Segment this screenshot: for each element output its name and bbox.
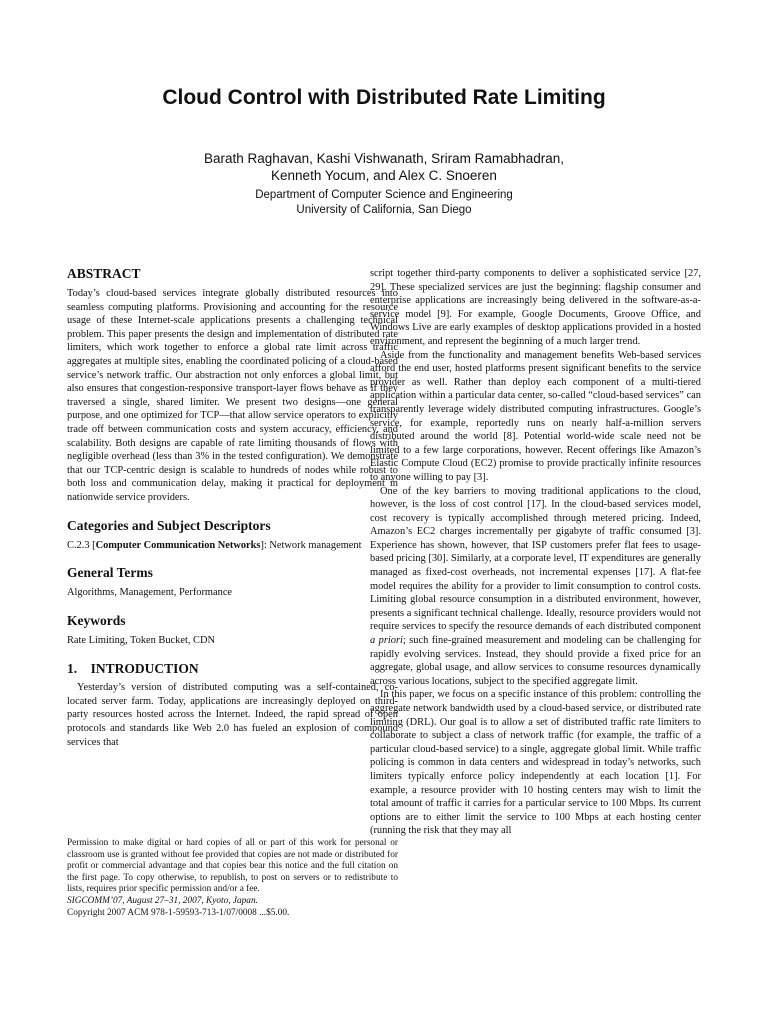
author-list	[0, 150, 768, 184]
copyright-line: Copyright 2007 ACM 978-1-59593-713-1/07/0008 ...$5.00.	[67, 907, 290, 918]
body-paragraph-1: script together third-party components to deliver a sophisticated service [27, 29]. These specialized services are just the beginning: flagship consumer and enterprise applications are increasingly being delivered in the software-as-a-service model [9]. For example, Google Documents, Groove Office, and Windows Live are early examples of desktop applications provided in a hosted environment, and represent the beginning of a much larger trend.	[370, 268, 701, 347]
abstract-text: Today’s cloud-based services integrate globally distributed resources into seamless computing platforms. Provisioning and accounting for the resource usage of these Internet-scale applications presents a challenging technical problem. This paper presents the design and implementation of distributed rate limiters, which work together to enforce a global rate limit across traffic aggregates at multiple sites, enabling the coordinated policing of a cloud-based service’s network traffic. Our abstraction not only enforces a global limit, but also ensures that congestion-responsive transport-layer flows behave as if they traversed a single, shared limiter. We present two designs—one general purpose, and one optimized for TCP—that allow service operators to explicitly trade off between communication costs and system accuracy, efficiency, and scalability. Both designs are capable of rate limiting thousands of flows with negligible overhead (less than 3% in the tested configuration). We demonstrate that our TCP-centric design is scalable to hundreds of nodes while robust to both loss and communication delay, making it practical for deployment in nationwide service providers.	[67, 288, 398, 503]
affiliation-line-1: Department of Computer Science and Engineering	[255, 189, 513, 201]
affiliation	[0, 188, 768, 218]
general-terms-text: Algorithms, Management, Performance	[67, 587, 233, 599]
permission-block	[67, 838, 398, 919]
categories-text	[67, 539, 398, 553]
permission-text: Permission to make digital or hard copies of all or part of this work for personal or classroom use is granted without fee provided that copies are not made or distributed for profit or commercial advantage and that copies bear this notice and the full citation on the first page. To copy otherwise, to republish, to post on servers or to redistribute to lists, requires prior specific permission and/or a fee.	[67, 838, 398, 895]
right-column	[370, 267, 701, 838]
general-terms-heading: General Terms	[67, 565, 153, 581]
categories-heading: Categories and Subject Descriptors	[67, 517, 271, 533]
introduction-heading: 1. INTRODUCTION	[67, 661, 199, 677]
categories-bold: Computer Communication Networks	[95, 539, 261, 551]
author-line-1: Barath Raghavan, Kashi Vishwanath, Sriram Ramabhadran,	[204, 151, 564, 166]
keywords-heading: Keywords	[67, 612, 126, 628]
abstract-heading: ABSTRACT	[67, 266, 141, 281]
keywords-text: Rate Limiting, Token Bucket, CDN	[67, 634, 215, 646]
introduction-paragraph-1: Yesterday’s version of distributed computing was a self-contained, co-located server farm. Today, applications are increasingly deployed on third-party resources hosted across the Internet. Indeed, the rapid spread of open protocols and standards like Web 2.0 has fueled an explosion of compound services that	[67, 682, 398, 748]
body-paragraph-3-a: One of the key barriers to moving traditional applications to the cloud, however, is the loss of cost control [17]. In the cloud-based services model, cost recovery is typically accomplished through metered pricing. Indeed, Amazon’s EC2 charges incrementally per gigabyte of traffic consumed [3]. Experience has shown, however, that ISP customers prefer flat fees to usage-based pricing [30]. Similarly, at a corporate level, IT expenditures are generally managed as fixed-cost overheads, not incremental expenses [17]. A flat-fee model requires the ability for a provider to limit consumption to control costs. Limiting global resource consumption in a distributed environment, however, presents a significant technical challenge. Ideally, resource providers would not require services to specify the resource demands of each distributed component	[370, 485, 701, 633]
paper-title: Cloud Control with Distributed Rate Limiting	[162, 86, 606, 109]
body-paragraph-3-b: ; such fine-grained measurement and modeling can be challenging for rapidly evolving services. Instead, they should provide a fixed price for an aggregate, global usage, and allow services to consume resources dynamically across various locations, subject to the specified aggregate limit.	[370, 635, 701, 687]
body-paragraph-4: In this paper, we focus on a specific instance of this problem: controlling the aggregate network bandwidth used by a cloud-based service, or distributed rate limiting (DRL). Our goal is to allow a set of distributed traffic rate limiters to collaborate to subject a class of network traffic (for example, the traffic of a particular cloud-based service) to a single, aggregate global limit. While traffic policing is common in data centers and widespread in today’s networks, such limiters typically enforce policy independently at each location [1]. For example, a resource provider with 10 hosting centers may wish to limit the total amount of traffic it carries for a particular service to 100 Mbps. Its current options are to either limit the service to 100 Mbps at each hosting center (running the risk that they may all	[370, 689, 701, 837]
author-line-2: Kenneth Yocum, and Alex C. Snoeren	[271, 168, 497, 183]
body-paragraph-3-em: a priori	[370, 635, 403, 647]
body-paragraph-2: Aside from the functionality and management benefits Web-based services afford the end user, hosted platforms present significant benefits to the service provider as well. Rather than deploy each component of a multi-tiered application within a particular data center, so-called “cloud-based services” can transparently leverage widely distributed computing infrastructures. Google’s service, for example, reportedly runs on nearly half-a-million servers distributed around the world [8]. Potential world-wide scale need not be limited to a few large corporations, however. Recent offerings like Amazon’s Elastic Compute Cloud (EC2) promise to provide practically infinite resources to anyone willing to pay [3].	[370, 349, 701, 483]
affiliation-line-2: University of California, San Diego	[296, 204, 472, 216]
categories-code: C.2.3 [	[67, 539, 96, 551]
conference-venue: SIGCOMM’07, August 27–31, 2007, Kyoto, Japan.	[67, 895, 258, 906]
categories-rest: ]: Network management	[260, 539, 362, 551]
left-column	[67, 266, 398, 749]
body-paragraph-3	[370, 485, 701, 689]
